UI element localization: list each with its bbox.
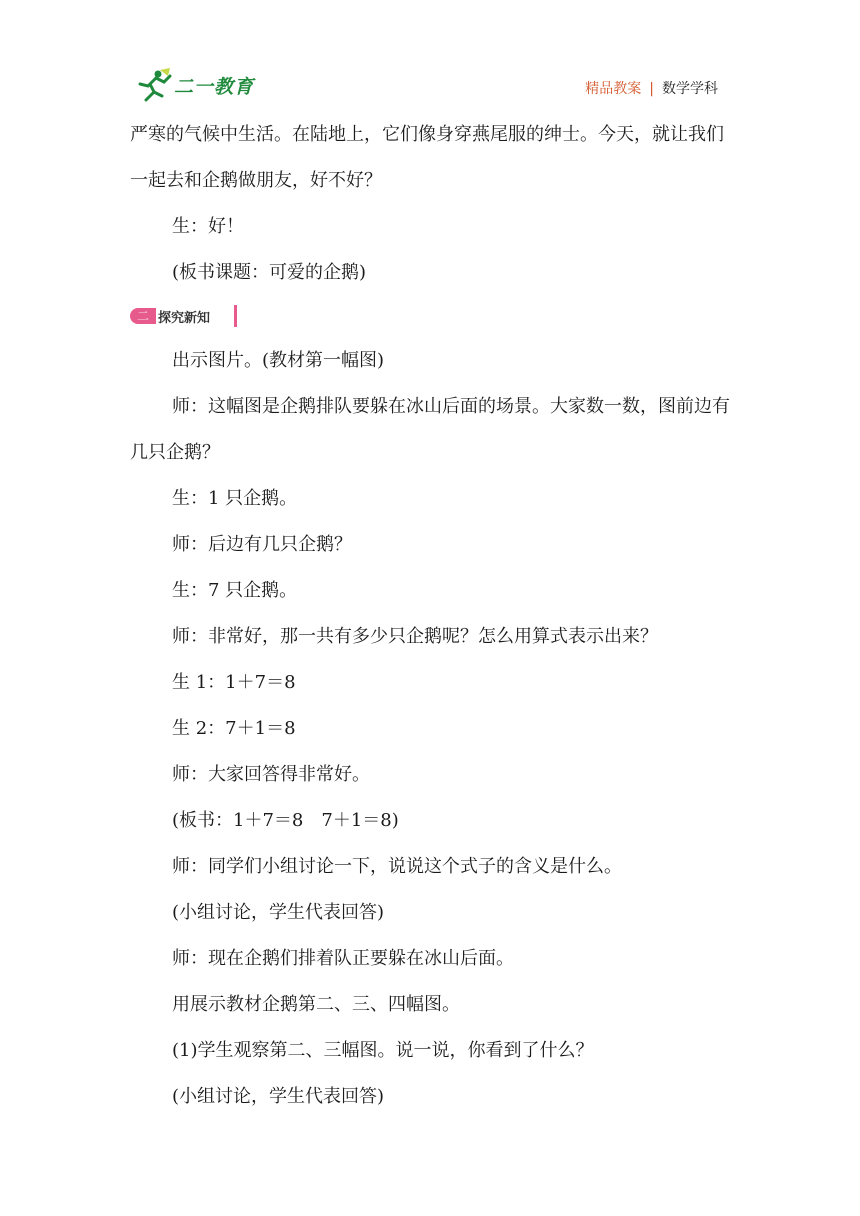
paragraph: 生：1 只企鹅。 <box>172 488 298 509</box>
paragraph: 师：大家回答得非常好。 <box>172 764 370 785</box>
paragraph: (小组讨论，学生代表回答) <box>172 1086 385 1107</box>
paragraph: 师：非常好，那一共有多少只企鹅呢？怎么用算式表示出来？ <box>172 626 658 647</box>
paragraph: 生：7 只企鹅。 <box>172 580 298 601</box>
body-text-main <box>130 338 735 1120</box>
paragraph: (小组讨论，学生代表回答) <box>172 902 385 923</box>
paragraph: 出示图片。(教材第一幅图) <box>172 350 385 371</box>
logo <box>136 68 266 104</box>
paragraph: (1)学生观察第二、三幅图。说一说，你看到了什么？ <box>172 1040 594 1061</box>
section-number: 二 <box>130 308 156 324</box>
paragraph: (板书：1＋7＝8 7＋1＝8) <box>172 810 399 831</box>
paragraph: 师：现在企鹅们排着队正要躲在冰山后面。 <box>172 948 514 969</box>
paragraph: 严寒的气候中生活。在陆地上，它们像身穿燕尾服的绅士。今天，就让我们一起去和企鹅做朋友，好不好？ <box>130 124 724 191</box>
body-text-top <box>130 112 735 296</box>
header-subject: 数学学科 <box>662 81 718 97</box>
paragraph: 师：这幅图是企鹅排队要躲在冰山后面的场景。大家数一数，图前边有几只企鹅？ <box>130 396 730 463</box>
header-meta <box>585 78 718 98</box>
runner-icon <box>136 68 172 102</box>
section-title: 探究新知 <box>158 311 211 326</box>
header-separator: | <box>649 81 654 97</box>
paragraph: (板书课题：可爱的企鹅) <box>172 262 367 283</box>
logo-text: 二一教育 <box>174 76 255 98</box>
page-header <box>0 0 860 110</box>
paragraph: 生：好！ <box>172 216 244 237</box>
paragraph: 生 1：1＋7＝8 <box>172 672 296 693</box>
header-tag: 精品教案 <box>585 81 642 97</box>
paragraph: 师：同学们小组讨论一下，说说这个式子的含义是什么。 <box>172 856 622 877</box>
paragraph: 用展示教材企鹅第二、三、四幅图。 <box>172 994 460 1015</box>
paragraph: 师：后边有几只企鹅？ <box>172 534 352 555</box>
paragraph: 生 2：7＋1＝8 <box>172 718 296 739</box>
section-accent-bar <box>234 305 237 327</box>
